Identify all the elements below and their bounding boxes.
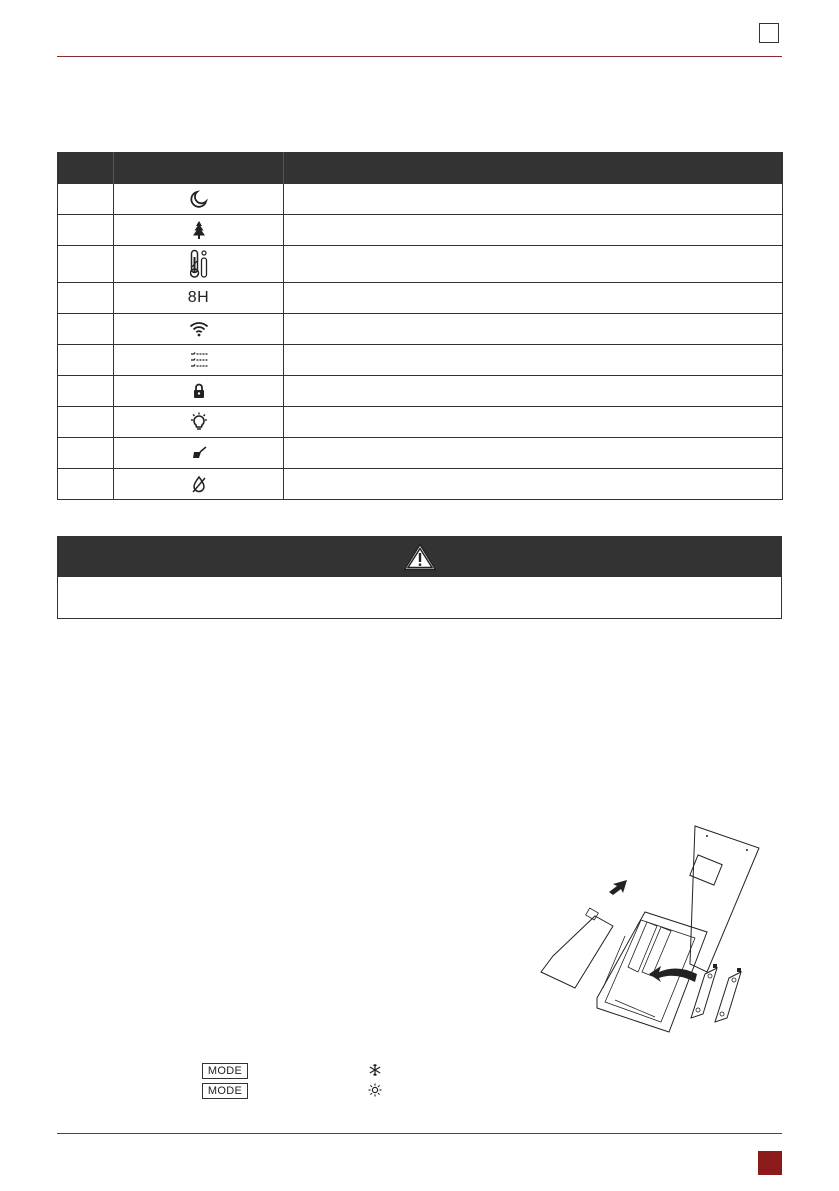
icon-table: [57, 152, 783, 500]
mode-button: MODE: [202, 1063, 248, 1079]
lock-icon: [193, 383, 205, 399]
table-row: [58, 345, 783, 376]
row-description: [284, 438, 783, 469]
page-number-badge: [758, 1151, 782, 1175]
table-header-row: [58, 152, 783, 184]
table-row: [58, 246, 783, 283]
row-description: [284, 215, 783, 246]
mode-button: MODE: [202, 1083, 248, 1099]
tree-icon: [192, 220, 206, 240]
row-description: [284, 345, 783, 376]
snowflake-icon: [368, 1063, 382, 1077]
table-row: [58, 314, 783, 345]
table-row: [58, 438, 783, 469]
warning-header: [58, 537, 781, 577]
row-number: [58, 283, 114, 314]
table-row: [58, 215, 783, 246]
remote-battery-insertion-diagram: [535, 822, 765, 1042]
sun-icon: [368, 1083, 382, 1097]
row-description: [284, 184, 783, 215]
table-row: [58, 469, 783, 500]
row-number: [58, 438, 114, 469]
lightbulb-icon: [189, 412, 209, 432]
row-number: [58, 246, 114, 283]
warning-triangle-icon: [403, 543, 437, 571]
table-row: [58, 376, 783, 407]
thermometer-icon: [190, 249, 208, 279]
row-number: [58, 314, 114, 345]
timer-8h-icon: 8H: [187, 289, 210, 306]
warning-box: [57, 536, 782, 619]
row-number: [58, 345, 114, 376]
footer-rule: [57, 1133, 782, 1134]
row-number: [58, 407, 114, 438]
row-number: [58, 215, 114, 246]
header-number: [58, 152, 114, 184]
row-description: [284, 246, 783, 283]
header-icon: [114, 152, 284, 184]
airflow-lines-icon: [189, 351, 209, 369]
table-row: [58, 283, 783, 314]
row-description: [284, 314, 783, 345]
row-description: [284, 283, 783, 314]
row-description: [284, 469, 783, 500]
row-description: [284, 407, 783, 438]
clean-broom-icon: [191, 446, 207, 460]
no-drop-icon: [191, 475, 207, 493]
table-row: [58, 184, 783, 215]
moon-icon: [189, 189, 209, 209]
wifi-icon: [189, 321, 209, 337]
header-rule: [57, 56, 782, 57]
row-description: [284, 376, 783, 407]
row-number: [58, 469, 114, 500]
header-description: [284, 152, 783, 184]
table-row: [58, 407, 783, 438]
language-box: [759, 23, 779, 43]
row-number: [58, 184, 114, 215]
row-number: [58, 376, 114, 407]
